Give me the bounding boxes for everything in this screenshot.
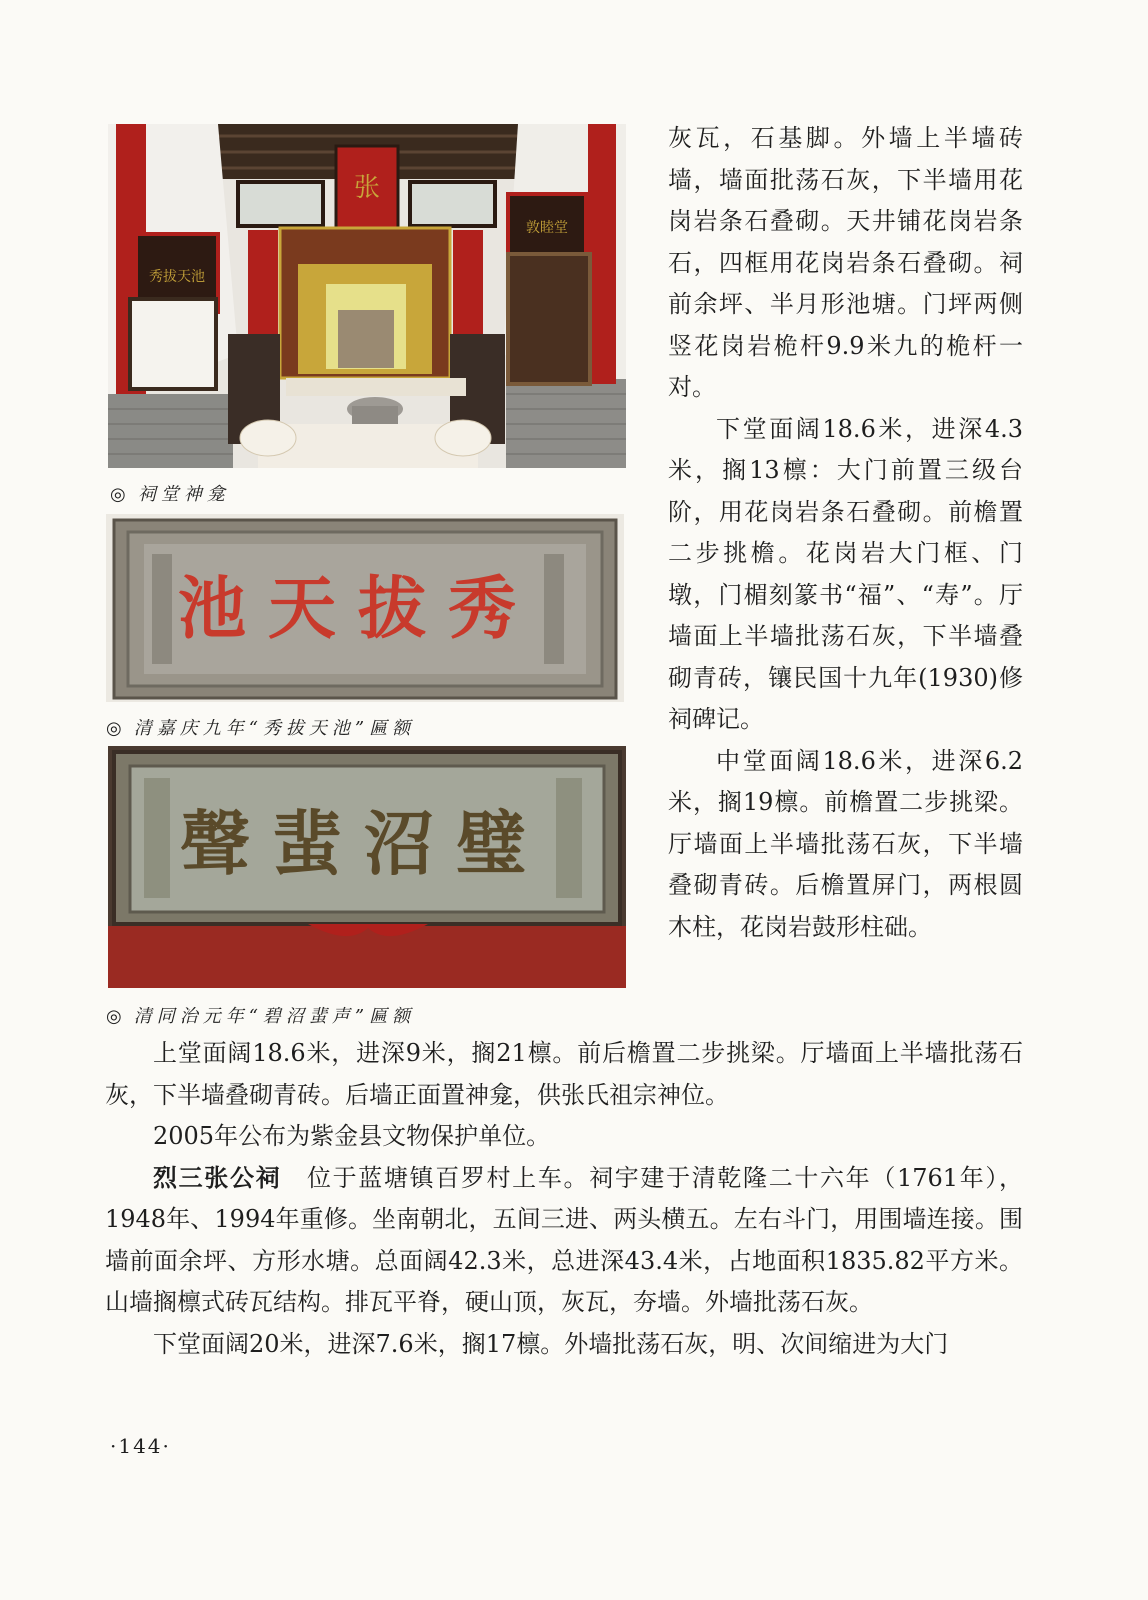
section-text: 位于蓝塘镇百罗村上车。祠宇建于清乾隆二十六年（1761年），1948年、1994年重修。坐南朝北，五间三进、两头横五。左右斗门，用围墙连接。围墙前面余坪、方形水塘。总面阔42.3米，总进深43.4米，占地面积1835.82平方米。山墙搁檩式砖瓦结构。排瓦平脊，硬山顶，灰瓦，夯墙。外墙批荡石灰。 <box>105 1163 1024 1316</box>
full-width-text <box>105 1033 1023 1365</box>
caption-marker: ◎ <box>106 718 122 739</box>
plaque-illustration <box>108 746 626 988</box>
plaque-illustration <box>106 514 624 702</box>
section-paragraph <box>105 1158 1023 1324</box>
shrine-photo <box>108 124 626 468</box>
column-paragraph-2: 下堂面阔18.6米，进深4.3米，搁13檩：大门前置三级台阶，用花岗岩条石叠砌。前檐置二步挑檐。花岗岩大门框、门墩，门楣刻篆书“福”、“寿”。厅墙面上半墙批荡石灰，下半墙叠砌青砖，镶民国十九年(1930)修祠碑记。 <box>668 414 1023 733</box>
plaque-caption-bizhaofeisheng <box>106 1002 415 1028</box>
column-paragraph-3: 中堂面阔18.6米，进深6.2米，搁19檩。前檐置二步挑梁。厅墙面上半墙批荡石灰，下半墙叠砌青砖。后檐置屏门，两根圆木柱，花岗岩鼓形柱础。 <box>668 746 1023 941</box>
caption-marker: ◎ <box>106 1006 122 1027</box>
altar-top-text: 张 <box>353 173 381 203</box>
plaque-photo-bizhaofeisheng <box>108 746 626 988</box>
column-paragraph-1: 灰瓦，石基脚。外墙上半墙砖墙，墙面批荡石灰，下半墙用花岗岩条石叠砌。天井铺花岗岩条石，四框用花岗岩条石叠砌。祠前余坪、半月形池塘。门坪两侧竖花岗岩桅杆9.9米九的桅杆一对。 <box>668 124 1023 401</box>
plaque-caption-text: 清同治元年“碧沼蜚声”匾额 <box>133 1006 416 1027</box>
left-plaque-text: 秀拔天池 <box>149 269 205 285</box>
full-paragraph-1: 上堂面阔18.6米，进深9米，搁21檩。前后檐置二步挑梁。厅墙面上半墙批荡石灰，下半墙叠砌青砖。后墙正面置神龛，供张氏祖宗神位。 <box>105 1039 1023 1109</box>
section-title: 烈三张公祠 <box>153 1163 282 1192</box>
page-number: ·144· <box>110 1434 171 1458</box>
shrine-caption-text: 祠堂神龛 <box>137 484 230 505</box>
plaque-photo-xiubatianchi <box>106 514 624 702</box>
caption-marker: ◎ <box>110 484 126 505</box>
plaque-caption-xiubatianchi <box>106 714 415 740</box>
plaque-characters: 聲蜚沼璧 <box>180 802 548 885</box>
full-paragraph-2: 2005年公布为紫金县文物保护单位。 <box>153 1122 551 1150</box>
last-paragraph: 下堂面阔20米，进深7.6米，搁17檩。外墙批荡石灰，明、次间缩进为大门 <box>153 1329 949 1358</box>
shrine-illustration <box>108 124 626 468</box>
right-text-column <box>668 118 1023 948</box>
right-plaque-text: 敦睦堂 <box>526 220 568 236</box>
shrine-caption <box>110 480 230 506</box>
plaque-characters: 池天拔秀 <box>177 569 539 649</box>
plaque-caption-text: 清嘉庆九年“秀拔天池”匾额 <box>133 718 416 739</box>
